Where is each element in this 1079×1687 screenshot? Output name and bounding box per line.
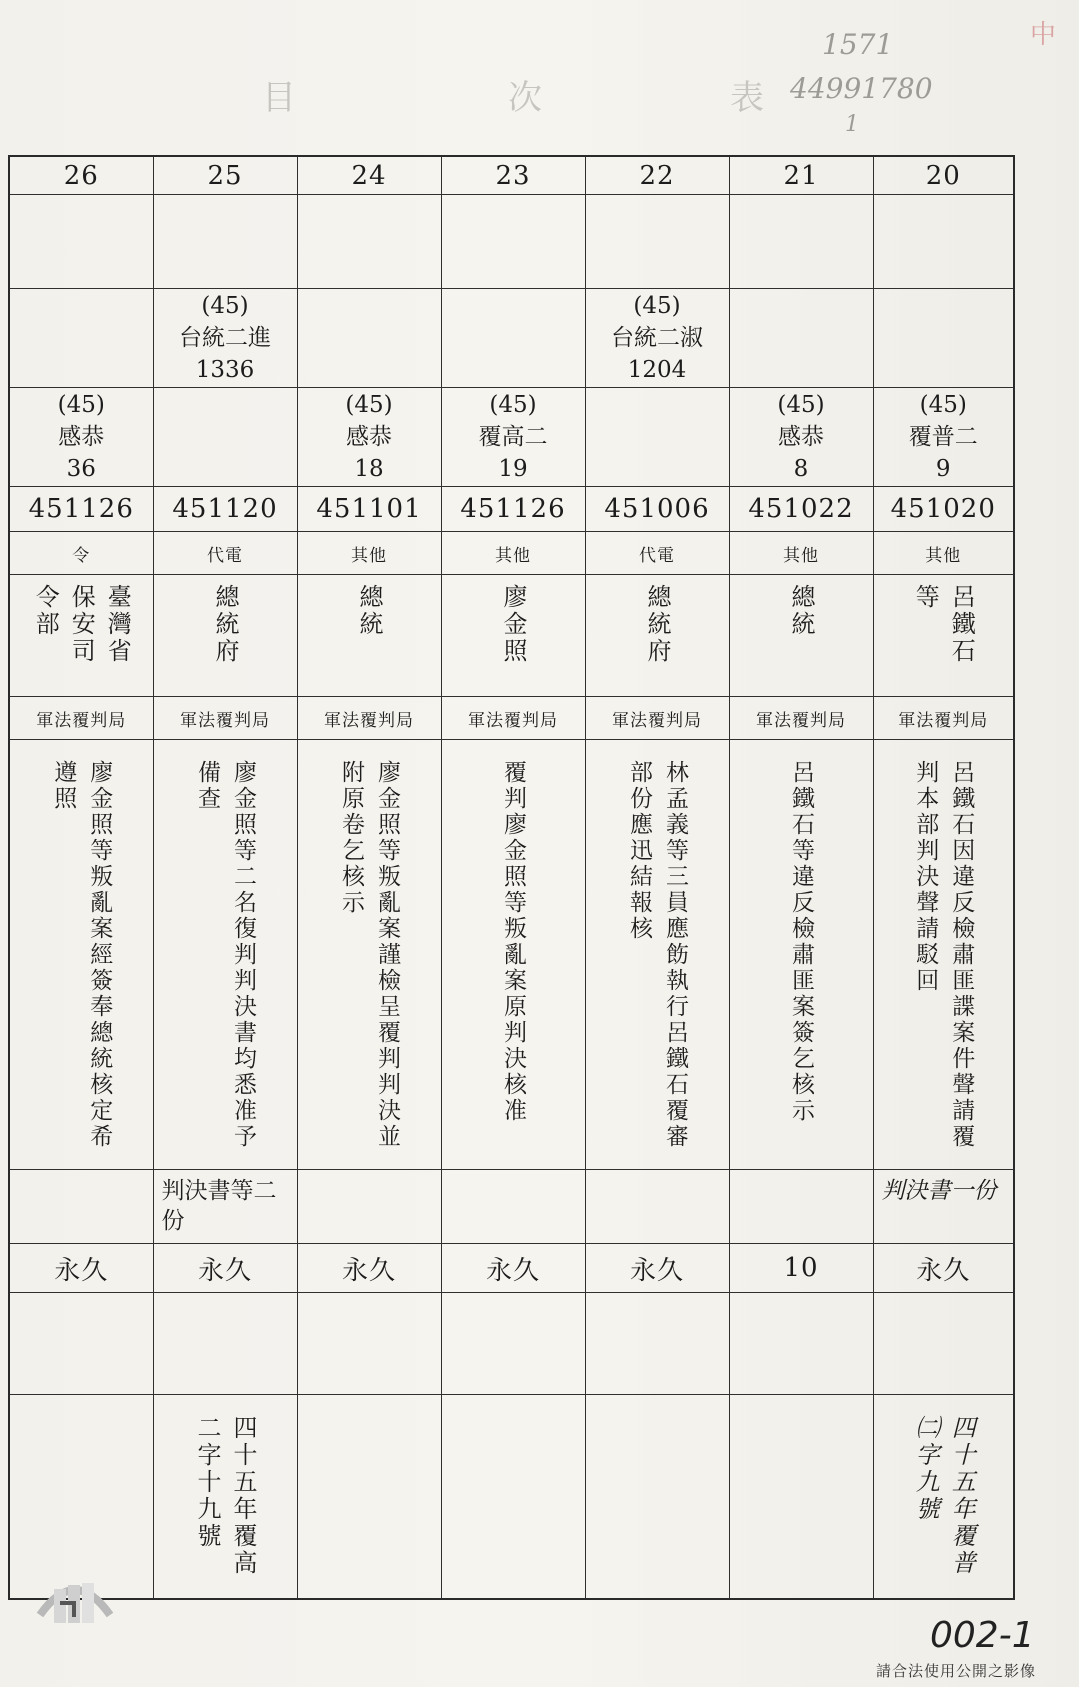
cell-office — [153, 697, 297, 740]
organization-text: 廖金照 — [499, 583, 527, 665]
serial-text: 21 — [783, 160, 819, 191]
date-text: 451126 — [460, 493, 566, 524]
doc-line: (45) — [489, 391, 537, 418]
doc-line: (45) — [777, 391, 825, 418]
cell-retention — [153, 1244, 297, 1293]
row-attach — [9, 1170, 1014, 1244]
cell-retention — [9, 1244, 153, 1293]
note-text: 四十五年覆普㈡字九號 — [911, 1415, 976, 1578]
cell-date — [441, 486, 585, 532]
date-text: 451101 — [316, 493, 422, 524]
cell-org — [873, 575, 1014, 697]
cell-date — [153, 486, 297, 532]
type-text: 其他 — [495, 545, 531, 566]
cell-summary — [441, 740, 585, 1170]
organization-text: 臺灣省保安司令部 — [31, 583, 132, 665]
cell-office — [297, 697, 441, 740]
doc-line: (45) — [919, 391, 967, 418]
cell-recv-doc — [9, 288, 153, 387]
row-recv-no — [9, 195, 1014, 289]
row-note — [9, 1395, 1014, 1599]
cell-office — [441, 697, 585, 740]
type-text: 其他 — [783, 545, 819, 566]
cell-recv-doc — [729, 288, 873, 387]
type-text: 令 — [72, 545, 91, 566]
organization-text: 總統府 — [211, 583, 239, 665]
serial-text: 20 — [925, 160, 961, 191]
row-org — [9, 575, 1014, 697]
date-text: 451126 — [28, 493, 134, 524]
cell-type — [297, 532, 441, 575]
cell-retention — [441, 1244, 585, 1293]
cell-send-doc — [873, 387, 1014, 486]
organization-text: 總統 — [787, 583, 815, 638]
office-text: 軍法覆判局 — [612, 710, 702, 731]
cell-serial — [729, 156, 873, 195]
cell-recv-no — [873, 195, 1014, 289]
cell-office — [585, 697, 729, 740]
retention-text: 永久 — [485, 1255, 540, 1286]
cell-type — [873, 532, 1014, 575]
row-remarks — [9, 1293, 1014, 1395]
cell-recv-doc — [153, 288, 297, 387]
faint-title-2: 次 — [508, 78, 542, 118]
cell-org — [297, 575, 441, 697]
page-number: 002-1 — [930, 1615, 1035, 1656]
doc-line: 覆普二 — [908, 423, 978, 450]
attachment-text: 判決書一份 — [881, 1178, 997, 1205]
summary-text: 廖金照等二名復判判決書均悉准予備查 — [194, 760, 256, 1151]
cell-send-doc — [585, 387, 729, 486]
cell-summary — [729, 740, 873, 1170]
cell-attach — [585, 1170, 729, 1244]
row-date — [9, 486, 1014, 532]
note-text: 四十五年覆高二字十九號 — [193, 1415, 257, 1578]
retention-text: 永久 — [629, 1255, 684, 1286]
cell-recv-no — [441, 195, 585, 289]
summary-text: 林孟義等三員應飭執行呂鐵石覆審部份應迅結報核 — [626, 760, 688, 1151]
doc-line: 感恭 — [778, 423, 824, 450]
summary-text: 呂鐵石等違反檢肅匪案簽乞核示 — [788, 760, 814, 1125]
doc-line: (45) — [345, 391, 393, 418]
cell-date — [585, 486, 729, 532]
cell-serial — [9, 156, 153, 195]
cell-attach — [729, 1170, 873, 1244]
cell-remarks — [873, 1293, 1014, 1395]
cell-summary — [297, 740, 441, 1170]
cell-org — [585, 575, 729, 697]
cell-org — [441, 575, 585, 697]
serial-text: 25 — [207, 160, 243, 191]
office-text: 軍法覆判局 — [36, 710, 127, 731]
cell-attach — [153, 1170, 297, 1244]
header-code-small: 1 — [845, 112, 859, 137]
date-text: 451120 — [172, 493, 278, 524]
cell-remarks — [441, 1293, 585, 1395]
cell-send-doc — [9, 387, 153, 486]
cell-attach — [9, 1170, 153, 1244]
cell-note — [153, 1395, 297, 1599]
cell-org — [153, 575, 297, 697]
cell-type — [441, 532, 585, 575]
cell-send-doc — [297, 387, 441, 486]
cell-date — [729, 486, 873, 532]
retention-text: 永久 — [341, 1255, 396, 1286]
summary-text: 覆判廖金照等叛亂案原判決核准 — [500, 760, 526, 1125]
serial-text: 26 — [63, 160, 99, 191]
doc-line: 感恭 — [58, 423, 105, 450]
office-text: 軍法覆判局 — [898, 710, 989, 731]
serial-text: 23 — [495, 160, 531, 191]
cell-recv-doc — [297, 288, 441, 387]
office-text: 軍法覆判局 — [756, 710, 846, 731]
office-text: 軍法覆判局 — [324, 710, 414, 731]
cell-remarks — [297, 1293, 441, 1395]
cell-remarks — [153, 1293, 297, 1395]
cell-type — [585, 532, 729, 575]
cell-recv-doc — [585, 288, 729, 387]
cell-serial — [297, 156, 441, 195]
cell-recv-no — [729, 195, 873, 289]
type-text: 代電 — [207, 545, 243, 566]
organization-text: 總統府 — [643, 583, 671, 665]
cell-note — [729, 1395, 873, 1599]
row-recv-doc — [9, 288, 1014, 387]
doc-line: 18 — [354, 455, 384, 482]
doc-line: 台統二淑 — [611, 324, 703, 351]
cell-type — [153, 532, 297, 575]
cell-type — [729, 532, 873, 575]
cell-attach — [873, 1170, 1014, 1244]
cell-date — [873, 486, 1014, 532]
cell-summary — [873, 740, 1014, 1170]
serial-text: 22 — [639, 160, 675, 191]
row-summary — [9, 740, 1014, 1170]
cell-summary — [153, 740, 297, 1170]
cell-office — [873, 697, 1014, 740]
cell-type — [9, 532, 153, 575]
cell-retention — [873, 1244, 1014, 1293]
cell-recv-no — [9, 195, 153, 289]
cell-serial — [153, 156, 297, 195]
cell-send-doc — [153, 387, 297, 486]
office-text: 軍法覆判局 — [180, 710, 270, 731]
header-code-bottom: 44991780 — [790, 72, 933, 105]
organization-text: 總統 — [355, 583, 383, 638]
row-office — [9, 697, 1014, 740]
organization-text: 呂鐵石等 — [911, 583, 976, 665]
doc-line: 覆高二 — [478, 423, 548, 450]
usage-notice: 請合法使用公開之影像 — [876, 1662, 1037, 1680]
doc-line: (45) — [633, 292, 681, 319]
doc-line: (45) — [57, 391, 105, 418]
summary-text: 呂鐵石因違反檢肅匪諜案件聲請覆判本部判決聲請駁回 — [912, 760, 975, 1151]
cell-note — [873, 1395, 1014, 1599]
red-stamp-mark: 中 — [1030, 20, 1057, 50]
cell-recv-no — [585, 195, 729, 289]
doc-line: 1204 — [627, 356, 687, 383]
summary-text: 廖金照等叛亂案經簽奉總統核定希遵照 — [50, 760, 113, 1151]
row-serial — [9, 156, 1014, 195]
cell-remarks — [585, 1293, 729, 1395]
cell-retention — [585, 1244, 729, 1293]
date-text: 451006 — [604, 493, 710, 524]
doc-line: 36 — [66, 455, 96, 482]
doc-line: 1336 — [195, 356, 255, 383]
doc-line: 台統二進 — [179, 324, 271, 351]
cell-send-doc — [441, 387, 585, 486]
cell-attach — [441, 1170, 585, 1244]
cell-serial — [873, 156, 1014, 195]
cell-office — [9, 697, 153, 740]
retention-text: 10 — [783, 1253, 819, 1284]
cell-retention — [729, 1244, 873, 1293]
cell-recv-doc — [441, 288, 585, 387]
date-text: 451022 — [748, 493, 854, 524]
attachment-text: 判決書等二份 — [161, 1178, 277, 1235]
cell-serial — [585, 156, 729, 195]
faint-title-1: 目 — [262, 78, 296, 118]
cell-remarks — [729, 1293, 873, 1395]
doc-line: 感恭 — [346, 423, 392, 450]
cell-org — [729, 575, 873, 697]
type-text: 其他 — [351, 545, 387, 566]
cell-summary — [9, 740, 153, 1170]
cell-attach — [297, 1170, 441, 1244]
cell-remarks — [9, 1293, 153, 1395]
retention-text: 永久 — [54, 1255, 109, 1286]
archive-logo-icon — [30, 1555, 120, 1635]
cell-note — [297, 1395, 441, 1599]
cell-summary — [585, 740, 729, 1170]
date-text: 451020 — [890, 493, 996, 524]
summary-text: 廖金照等叛亂案謹檢呈覆判判決並附原卷乞核示 — [338, 760, 400, 1151]
doc-line: 9 — [935, 455, 951, 482]
cell-recv-no — [153, 195, 297, 289]
cell-note — [441, 1395, 585, 1599]
doc-line: 19 — [498, 455, 528, 482]
cell-note — [585, 1395, 729, 1599]
type-text: 其他 — [925, 545, 962, 566]
retention-text: 永久 — [916, 1255, 971, 1286]
faint-title-3: 表 — [730, 78, 764, 118]
row-send-doc — [9, 387, 1014, 486]
cell-recv-no — [297, 195, 441, 289]
cell-recv-doc — [873, 288, 1014, 387]
row-type — [9, 532, 1014, 575]
cell-retention — [297, 1244, 441, 1293]
serial-text: 24 — [351, 160, 387, 191]
cell-date — [9, 486, 153, 532]
type-text: 代電 — [639, 545, 675, 566]
cell-date — [297, 486, 441, 532]
cell-serial — [441, 156, 585, 195]
cell-send-doc — [729, 387, 873, 486]
header-code-top: 1571 — [822, 28, 894, 61]
retention-text: 永久 — [197, 1255, 252, 1286]
office-text: 軍法覆判局 — [468, 710, 558, 731]
row-retention — [9, 1244, 1014, 1293]
cell-org — [9, 575, 153, 697]
cell-office — [729, 697, 873, 740]
doc-line: (45) — [201, 292, 249, 319]
doc-line: 8 — [793, 455, 809, 482]
archive-index-table — [8, 155, 1015, 1600]
